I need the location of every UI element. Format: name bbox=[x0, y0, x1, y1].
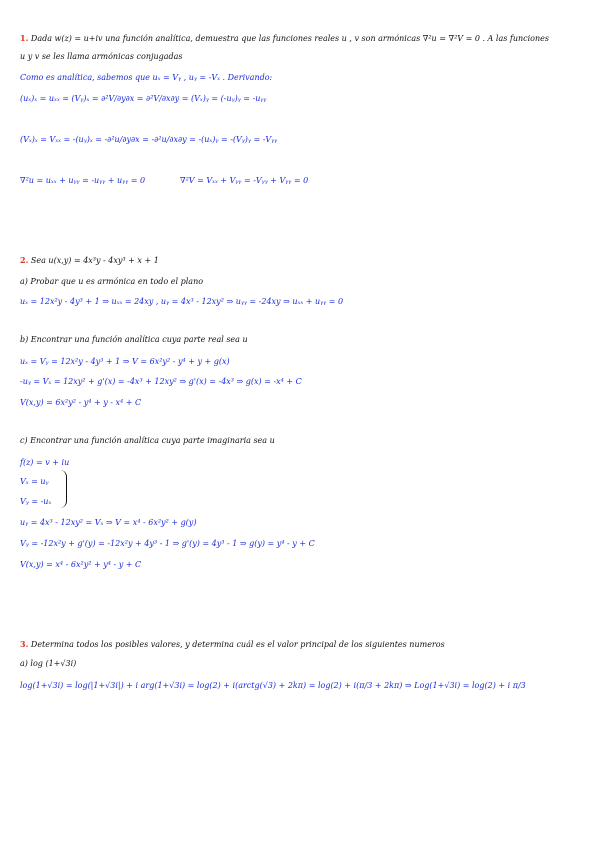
p1-line-2: (uₓ)ₓ = uₓₓ = (Vᵧ)ₓ = ∂²V/∂y∂x = ∂²V/∂x∂y = (Vₓ)ᵧ = (-uᵧ)ᵧ = -uᵧᵧ bbox=[20, 94, 267, 103]
system-brace bbox=[60, 470, 67, 508]
p2-c-line-1: f(z) = v + iu bbox=[20, 458, 70, 467]
problem-2-number: 2. bbox=[20, 255, 29, 265]
problem-3-number: 3. bbox=[20, 639, 29, 649]
p1-line-1: Como es analítica, sabemos que uₓ = Vᵧ , uᵧ = -Vₓ . Derivando: bbox=[20, 73, 273, 82]
p2-a-line-1: uₓ = 12x²y - 4y³ + 1 ⇒ uₓₓ = 24xy , uᵧ = 4x³ - 12xy² ⇒ uᵧᵧ = -24xy ⇒ uₓₓ + uᵧᵧ = 0 bbox=[20, 297, 344, 306]
p2-c-line-3: Vᵧ = -12x²y + g'(y) = -12x²y + 4y³ - 1 ⇒ g'(y) = 4y³ - 1 ⇒ g(y) = y⁴ - y + C bbox=[20, 539, 315, 548]
problem-1-statement: 1. Dada w(z) = u+iv una función analítica, demuestra que las funciones reales u , v son armónicas ∇²u = ∇²V = 0 . A las funciones bbox=[20, 33, 549, 43]
p2-c-system-2: Vᵧ = -uₓ bbox=[20, 497, 52, 506]
p2-part-a: a) Probar que u es armónica en todo el plano bbox=[20, 277, 204, 286]
p2-b-line-2: -uᵧ = Vₓ = 12xy² + g'(x) = -4x³ + 12xy² ⇒ g'(x) = -4x³ ⇒ g(x) = -x⁴ + C bbox=[20, 377, 302, 386]
p2-part-c: c) Encontrar una función analítica cuya parte imaginaria sea u bbox=[20, 436, 275, 445]
problem-3-statement: 3. Determina todos los posibles valores, y determina cuál es el valor principal de los siguientes numeros bbox=[20, 639, 445, 649]
p2-c-line-2: uᵧ = 4x³ - 12xy² = Vₓ ⇒ V = x⁴ - 6x²y² + g(y) bbox=[20, 518, 197, 527]
problem-1-number: 1. bbox=[20, 33, 29, 43]
problem-1-statement-cont: u y v se les llama armónicas conjugadas bbox=[20, 52, 183, 61]
problem-2-statement: 2. Sea u(x,y) = 4x³y - 4xy³ + x + 1 bbox=[20, 255, 159, 265]
p3-a-line-1: log(1+√3i) = log(|1+√3i|) + i arg(1+√3i) = log(2) + i(arctg(√3) + 2kπ) = log(2) + i(π/3 + 2kπ) ⇒ Log(1+√3i) = log(2) + i π/3 bbox=[20, 681, 526, 690]
p1-laplacian-v: ∇²V = Vₓₓ + Vᵧᵧ = -Vᵧᵧ + Vᵧᵧ = 0 bbox=[180, 176, 309, 185]
p2-c-line-4: V(x,y) = x⁴ - 6x²y² + y⁴ - y + C bbox=[20, 560, 142, 569]
p3-part-a: a) log (1+√3i) bbox=[20, 659, 77, 668]
p1-line-3: (Vₓ)ₓ = Vₓₓ = -(uᵧ)ₓ = -∂²u/∂y∂x = -∂²u/∂x∂y = -(uₓ)ᵧ = -(Vᵧ)ᵧ = -Vᵧᵧ bbox=[20, 135, 278, 144]
p1-laplacian-u: ∇²u = uₓₓ + uᵧᵧ = -uᵧᵧ + uᵧᵧ = 0 bbox=[20, 176, 146, 185]
p2-b-line-3: V(x,y) = 6x²y² - y⁴ + y - x⁴ + C bbox=[20, 398, 142, 407]
p2-part-b: b) Encontrar una función analítica cuya parte real sea u bbox=[20, 335, 248, 344]
p2-b-line-1: uₓ = Vᵧ = 12x²y - 4y³ + 1 ⇒ V = 6x²y² - y⁴ + y + g(x) bbox=[20, 357, 230, 366]
p2-c-system-1: Vₓ = uᵧ bbox=[20, 477, 49, 486]
